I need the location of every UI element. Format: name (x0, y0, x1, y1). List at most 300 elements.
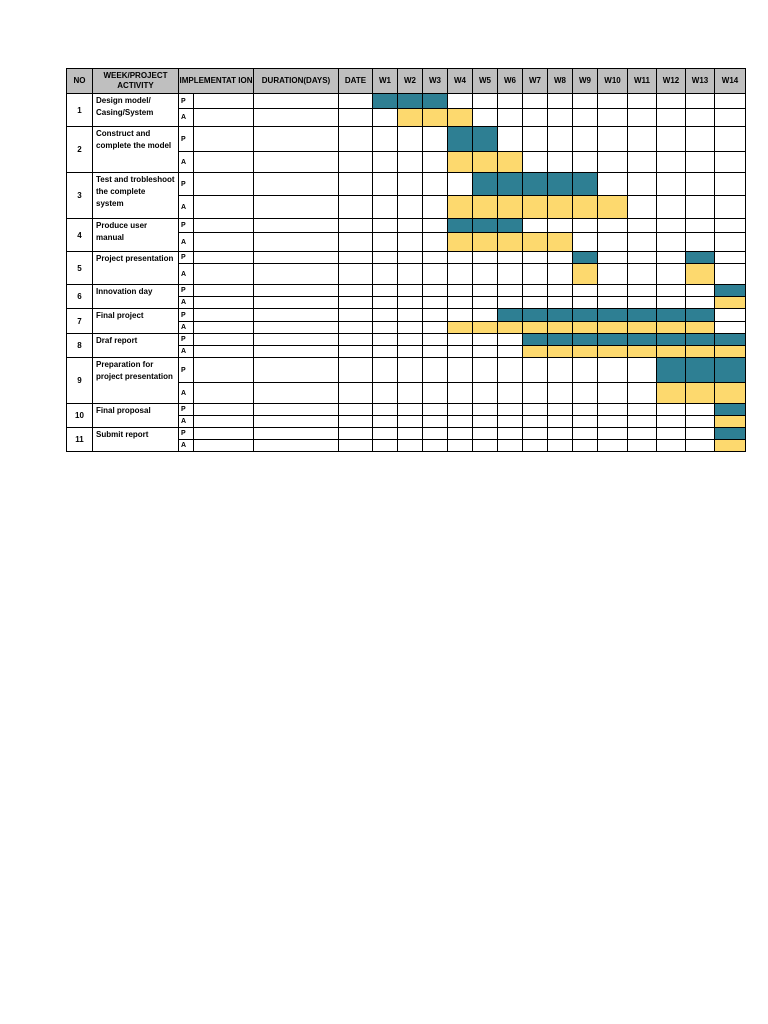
actual-week-bar (657, 322, 686, 334)
week-cell (686, 173, 715, 196)
date-cell (339, 416, 373, 428)
date-cell (339, 428, 373, 440)
date-cell (339, 252, 373, 264)
week-cell (398, 428, 423, 440)
week-cell (628, 297, 657, 309)
planned-week-bar (715, 285, 746, 297)
week-cell (373, 404, 398, 416)
week-cell (548, 152, 573, 173)
planned-week-bar (448, 219, 473, 233)
week-cell (423, 219, 448, 233)
implementation-cell (194, 285, 254, 297)
week-cell (398, 264, 423, 285)
date-cell (339, 309, 373, 322)
plan-marker: P (179, 309, 194, 322)
planned-week-bar (573, 309, 598, 322)
activity-name: Final project (93, 309, 179, 334)
week-cell (573, 297, 598, 309)
week-cell (686, 297, 715, 309)
actual-week-bar (423, 109, 448, 127)
week-cell (473, 404, 498, 416)
week-cell (423, 428, 448, 440)
week-cell (423, 233, 448, 252)
week-cell (715, 109, 746, 127)
week-cell (573, 127, 598, 152)
planned-week-bar (598, 334, 628, 346)
week-cell (398, 152, 423, 173)
week-cell (523, 404, 548, 416)
week-cell (423, 440, 448, 452)
week-cell (373, 127, 398, 152)
week-cell (628, 252, 657, 264)
activity-number: 10 (67, 404, 93, 428)
actual-week-bar (573, 346, 598, 358)
week-cell (715, 233, 746, 252)
header-date: DATE (339, 69, 373, 94)
week-cell (498, 94, 523, 109)
actual-week-bar (573, 264, 598, 285)
week-cell (573, 440, 598, 452)
week-cell (598, 252, 628, 264)
duration-cell (254, 233, 339, 252)
week-cell (715, 94, 746, 109)
duration-cell (254, 297, 339, 309)
week-cell (448, 297, 473, 309)
planned-week-bar (657, 309, 686, 322)
header-week: W4 (448, 69, 473, 94)
implementation-cell (194, 233, 254, 252)
week-cell (628, 416, 657, 428)
date-cell (339, 285, 373, 297)
week-cell (715, 173, 746, 196)
actual-week-bar (448, 196, 473, 219)
actual-week-bar (498, 152, 523, 173)
plan-marker: P (179, 219, 194, 233)
actual-week-bar (448, 152, 473, 173)
week-cell (657, 219, 686, 233)
actual-week-bar (523, 233, 548, 252)
header-week: W12 (657, 69, 686, 94)
week-cell (398, 173, 423, 196)
date-cell (339, 233, 373, 252)
week-cell (398, 127, 423, 152)
week-cell (628, 94, 657, 109)
week-cell (423, 334, 448, 346)
week-cell (548, 219, 573, 233)
week-cell (573, 404, 598, 416)
actual-marker: A (179, 346, 194, 358)
week-cell (498, 109, 523, 127)
activity-number: 4 (67, 219, 93, 252)
actual-week-bar (657, 383, 686, 404)
header-implementation: IMPLEMENTAT ION (179, 69, 254, 94)
week-cell (448, 309, 473, 322)
duration-cell (254, 416, 339, 428)
duration-cell (254, 309, 339, 322)
week-cell (657, 285, 686, 297)
date-cell (339, 334, 373, 346)
week-cell (573, 416, 598, 428)
week-cell (448, 346, 473, 358)
week-cell (398, 358, 423, 383)
week-cell (628, 358, 657, 383)
plan-marker: P (179, 94, 194, 109)
week-cell (715, 252, 746, 264)
week-cell (598, 297, 628, 309)
actual-week-bar (628, 322, 657, 334)
week-cell (523, 383, 548, 404)
header-week: W1 (373, 69, 398, 94)
week-cell (686, 233, 715, 252)
actual-week-bar (473, 322, 498, 334)
implementation-cell (194, 264, 254, 285)
activity-name: Final proposal (93, 404, 179, 428)
duration-cell (254, 173, 339, 196)
implementation-cell (194, 219, 254, 233)
week-cell (473, 346, 498, 358)
week-cell (373, 264, 398, 285)
date-cell (339, 219, 373, 233)
gantt-table (66, 68, 746, 452)
week-cell (686, 152, 715, 173)
planned-week-bar (373, 94, 398, 109)
week-cell (573, 285, 598, 297)
header-row (67, 69, 746, 94)
week-cell (373, 173, 398, 196)
week-cell (473, 416, 498, 428)
week-cell (498, 383, 523, 404)
week-cell (398, 322, 423, 334)
week-cell (398, 383, 423, 404)
planned-week-bar (573, 252, 598, 264)
week-cell (628, 152, 657, 173)
actual-marker: A (179, 109, 194, 127)
implementation-cell (194, 297, 254, 309)
implementation-cell (194, 196, 254, 219)
planned-week-bar (498, 219, 523, 233)
duration-cell (254, 383, 339, 404)
week-cell (373, 152, 398, 173)
planned-week-bar (715, 358, 746, 383)
week-cell (423, 173, 448, 196)
planned-week-bar (686, 358, 715, 383)
week-cell (686, 196, 715, 219)
date-cell (339, 264, 373, 285)
week-cell (657, 252, 686, 264)
plan-marker: P (179, 358, 194, 383)
activity-number: 2 (67, 127, 93, 173)
week-cell (448, 383, 473, 404)
implementation-cell (194, 322, 254, 334)
planned-week-bar (686, 309, 715, 322)
week-cell (373, 109, 398, 127)
week-cell (423, 264, 448, 285)
implementation-cell (194, 109, 254, 127)
week-cell (523, 219, 548, 233)
header-week: W8 (548, 69, 573, 94)
actual-week-bar (448, 109, 473, 127)
planned-week-bar (498, 309, 523, 322)
week-cell (628, 219, 657, 233)
actual-week-bar (573, 322, 598, 334)
week-cell (448, 428, 473, 440)
actual-week-bar (598, 322, 628, 334)
week-cell (498, 404, 523, 416)
week-cell (628, 196, 657, 219)
week-cell (398, 416, 423, 428)
week-cell (598, 440, 628, 452)
actual-week-bar (498, 322, 523, 334)
week-cell (548, 252, 573, 264)
actual-week-bar (473, 196, 498, 219)
duration-cell (254, 264, 339, 285)
planned-week-bar (523, 309, 548, 322)
week-cell (657, 404, 686, 416)
week-cell (373, 297, 398, 309)
week-cell (548, 358, 573, 383)
week-cell (523, 428, 548, 440)
planned-week-bar (548, 309, 573, 322)
duration-cell (254, 152, 339, 173)
implementation-cell (194, 440, 254, 452)
duration-cell (254, 428, 339, 440)
week-cell (373, 358, 398, 383)
planned-week-bar (573, 334, 598, 346)
week-cell (657, 428, 686, 440)
week-cell (398, 196, 423, 219)
actual-marker: A (179, 264, 194, 285)
header-week: W9 (573, 69, 598, 94)
activity-number: 7 (67, 309, 93, 334)
actual-week-bar (686, 322, 715, 334)
week-cell (373, 196, 398, 219)
activity-number: 8 (67, 334, 93, 358)
week-cell (498, 127, 523, 152)
header-week: W5 (473, 69, 498, 94)
activity-number: 11 (67, 428, 93, 452)
planned-week-bar (523, 334, 548, 346)
header-week: W7 (523, 69, 548, 94)
implementation-cell (194, 383, 254, 404)
week-cell (523, 94, 548, 109)
week-cell (523, 297, 548, 309)
week-cell (373, 233, 398, 252)
week-cell (423, 383, 448, 404)
planned-week-bar (473, 127, 498, 152)
plan-marker: P (179, 285, 194, 297)
week-cell (715, 196, 746, 219)
week-cell (448, 440, 473, 452)
week-cell (715, 322, 746, 334)
planned-row (67, 252, 746, 264)
week-cell (498, 252, 523, 264)
week-cell (373, 383, 398, 404)
week-cell (423, 358, 448, 383)
week-cell (448, 94, 473, 109)
implementation-cell (194, 173, 254, 196)
week-cell (448, 416, 473, 428)
header-duration: DURATION(DAYS) (254, 69, 339, 94)
week-cell (715, 309, 746, 322)
week-cell (473, 309, 498, 322)
week-cell (498, 334, 523, 346)
planned-week-bar (657, 334, 686, 346)
header-no: NO (67, 69, 93, 94)
week-cell (523, 358, 548, 383)
week-cell (686, 416, 715, 428)
week-cell (598, 152, 628, 173)
actual-marker: A (179, 196, 194, 219)
implementation-cell (194, 94, 254, 109)
week-cell (657, 440, 686, 452)
week-cell (373, 346, 398, 358)
week-cell (548, 94, 573, 109)
week-cell (373, 334, 398, 346)
week-cell (448, 404, 473, 416)
week-cell (423, 127, 448, 152)
actual-marker: A (179, 233, 194, 252)
implementation-cell (194, 416, 254, 428)
planned-row (67, 309, 746, 322)
plan-marker: P (179, 404, 194, 416)
week-cell (628, 383, 657, 404)
duration-cell (254, 404, 339, 416)
actual-week-bar (715, 383, 746, 404)
week-cell (423, 309, 448, 322)
week-cell (657, 416, 686, 428)
week-cell (573, 358, 598, 383)
actual-week-bar (715, 416, 746, 428)
week-cell (498, 358, 523, 383)
week-cell (686, 285, 715, 297)
activity-number: 9 (67, 358, 93, 404)
week-cell (473, 358, 498, 383)
week-cell (473, 334, 498, 346)
week-cell (548, 440, 573, 452)
actual-week-bar (715, 440, 746, 452)
actual-week-bar (598, 196, 628, 219)
actual-week-bar (498, 196, 523, 219)
activity-name: Produce user manual (93, 219, 179, 252)
actual-week-bar (398, 109, 423, 127)
week-cell (423, 416, 448, 428)
week-cell (573, 233, 598, 252)
week-cell (523, 127, 548, 152)
plan-marker: P (179, 173, 194, 196)
week-cell (398, 334, 423, 346)
planned-row (67, 173, 746, 196)
week-cell (686, 109, 715, 127)
plan-marker: P (179, 428, 194, 440)
activity-number: 3 (67, 173, 93, 219)
header-week: W6 (498, 69, 523, 94)
planned-row (67, 334, 746, 346)
week-cell (373, 322, 398, 334)
implementation-cell (194, 127, 254, 152)
week-cell (373, 219, 398, 233)
planned-week-bar (715, 404, 746, 416)
week-cell (373, 285, 398, 297)
header-week: W11 (628, 69, 657, 94)
week-cell (398, 346, 423, 358)
week-cell (498, 428, 523, 440)
week-cell (598, 358, 628, 383)
planned-week-bar (423, 94, 448, 109)
week-cell (657, 109, 686, 127)
week-cell (423, 285, 448, 297)
duration-cell (254, 346, 339, 358)
week-cell (548, 297, 573, 309)
week-cell (598, 233, 628, 252)
week-cell (498, 346, 523, 358)
planned-week-bar (657, 358, 686, 383)
plan-marker: P (179, 252, 194, 264)
week-cell (523, 285, 548, 297)
planned-week-bar (473, 219, 498, 233)
duration-cell (254, 127, 339, 152)
actual-marker: A (179, 440, 194, 452)
week-cell (598, 404, 628, 416)
week-cell (573, 109, 598, 127)
week-cell (473, 383, 498, 404)
week-cell (398, 440, 423, 452)
header-week: W10 (598, 69, 628, 94)
date-cell (339, 383, 373, 404)
actual-week-bar (686, 346, 715, 358)
activity-name: Submit report (93, 428, 179, 452)
planned-week-bar (448, 127, 473, 152)
week-cell (598, 127, 628, 152)
planned-week-bar (498, 173, 523, 196)
date-cell (339, 152, 373, 173)
actual-week-bar (523, 196, 548, 219)
week-cell (628, 428, 657, 440)
week-cell (423, 252, 448, 264)
implementation-cell (194, 334, 254, 346)
week-cell (473, 252, 498, 264)
planned-row (67, 94, 746, 109)
planned-week-bar (398, 94, 423, 109)
week-cell (598, 264, 628, 285)
week-cell (657, 127, 686, 152)
actual-marker: A (179, 297, 194, 309)
week-cell (657, 196, 686, 219)
actual-week-bar (448, 322, 473, 334)
planned-week-bar (686, 334, 715, 346)
duration-cell (254, 334, 339, 346)
week-cell (423, 196, 448, 219)
actual-week-bar (686, 383, 715, 404)
week-cell (448, 358, 473, 383)
week-cell (523, 416, 548, 428)
week-cell (498, 285, 523, 297)
actual-week-bar (548, 196, 573, 219)
week-cell (398, 404, 423, 416)
duration-cell (254, 219, 339, 233)
implementation-cell (194, 152, 254, 173)
week-cell (473, 94, 498, 109)
actual-week-bar (715, 346, 746, 358)
planned-week-bar (548, 334, 573, 346)
date-cell (339, 358, 373, 383)
duration-cell (254, 196, 339, 219)
actual-week-bar (657, 346, 686, 358)
week-cell (373, 252, 398, 264)
planned-row (67, 358, 746, 383)
planned-week-bar (715, 334, 746, 346)
week-cell (686, 404, 715, 416)
week-cell (548, 285, 573, 297)
